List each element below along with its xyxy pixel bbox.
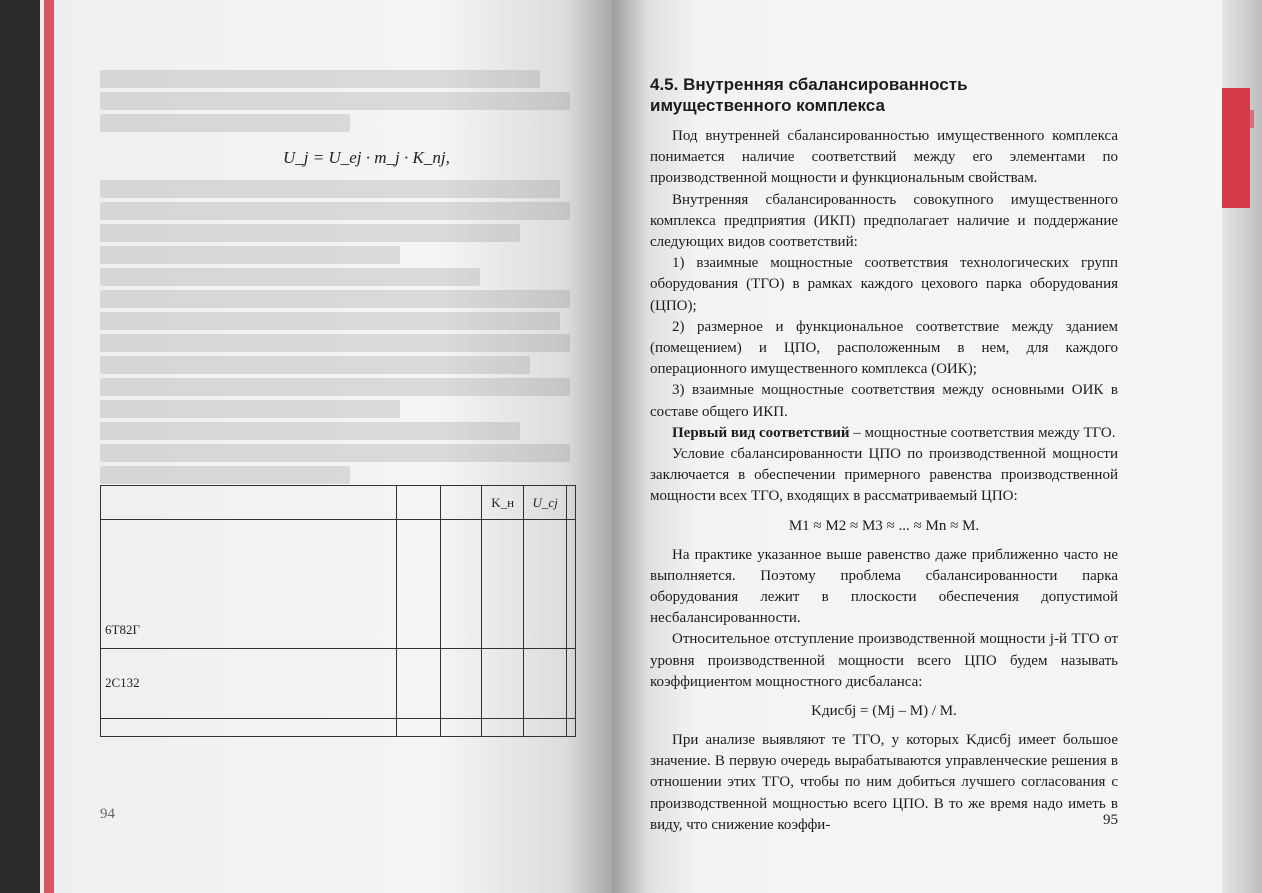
bookmark-tab-1	[1222, 88, 1250, 208]
right-page-number: 95	[1103, 812, 1118, 828]
paragraph-3: 1) взаимные мощностные соответствия технологических групп оборудования (ТГО) в рамках каждого цехового парка оборудования (ЦПО);	[650, 255, 1118, 314]
paragraph-8: На практике указанное выше равенство даже приближенно часто не выполняется. Поэтому проблема сбалансированности парка оборудования лежит в плоскости обеспечения допустимой несбалансированности.	[650, 546, 1118, 627]
left-margin-marker	[44, 0, 54, 893]
left-table	[100, 485, 576, 737]
formula-balance: M1 ≈ M2 ≈ M3 ≈ ... ≈ Mn ≈ M.	[788, 517, 980, 534]
table-cell: 6Т82Г	[101, 520, 397, 649]
right-page-content	[650, 74, 1118, 836]
paragraph-10: При анализе выявляют те ТГО, у которых Kдисбj имеет большое значение. В первую очередь вырабатываются управленческие решения в отношении этих ТГО, чтобы по ним добиться лучшего согласования с производственной мощностью всего ЦПО. В то же время надо иметь в виду, что снижение коэффи-	[650, 732, 1118, 833]
paragraph-6: Первый вид соответствий – мощностные соответствия между ТГО.	[672, 424, 1116, 441]
table-header-u: U_cj	[524, 486, 567, 520]
paragraph-4: 2) размерное и функциональное соответствие между зданием (помещением) и ЦПО, расположенным в нем, для каждого операционного имущественного комплекса (ОИК);	[650, 318, 1118, 378]
table-row	[101, 520, 576, 649]
table-row	[101, 718, 576, 736]
paragraph-2: Внутренняя сбалансированность совокупного имущественного комплекса предприятия (ИКП) предполагает наличие и поддержание следующих видов соответствий:	[650, 191, 1118, 251]
left-page-number: 94	[100, 806, 115, 822]
formula-imbalance: Kдисбj = (Mj – M) / M.	[811, 703, 957, 720]
paragraph-9: Относительное отступление производственной мощности j-й ТГО от уровня производственной мощности всего ЦПО будем называть коэффициентом мощностного дисбаланса:	[650, 631, 1118, 690]
section-heading: 4.5. Внутренняя сбалансированность имущественного комплекса	[650, 75, 968, 115]
show-through-text	[100, 70, 580, 488]
paragraph-1: Под внутренней сбалансированностью имущественного комплекса понимается наличие соответствий между его элементами по производственной мощности и функциональным свойствам.	[650, 128, 1118, 187]
paragraph-5: 3) взаимные мощностные соответствия между основными ОИК в составе общего ИКП.	[650, 382, 1118, 420]
table-header-k: K_н	[481, 486, 523, 520]
left-formula: U_j = U_ej · m_j · K_пj,	[283, 148, 450, 167]
paragraph-7: Условие сбалансированности ЦПО по производственной мощности заключается в обеспечении примерного равенства производственной мощности всех ТГО, входящих в рассматриваемый ЦПО:	[650, 446, 1118, 505]
bookmark-tab-2	[1228, 110, 1254, 128]
table-cell: 2С132	[101, 648, 397, 718]
table-row	[101, 648, 576, 718]
